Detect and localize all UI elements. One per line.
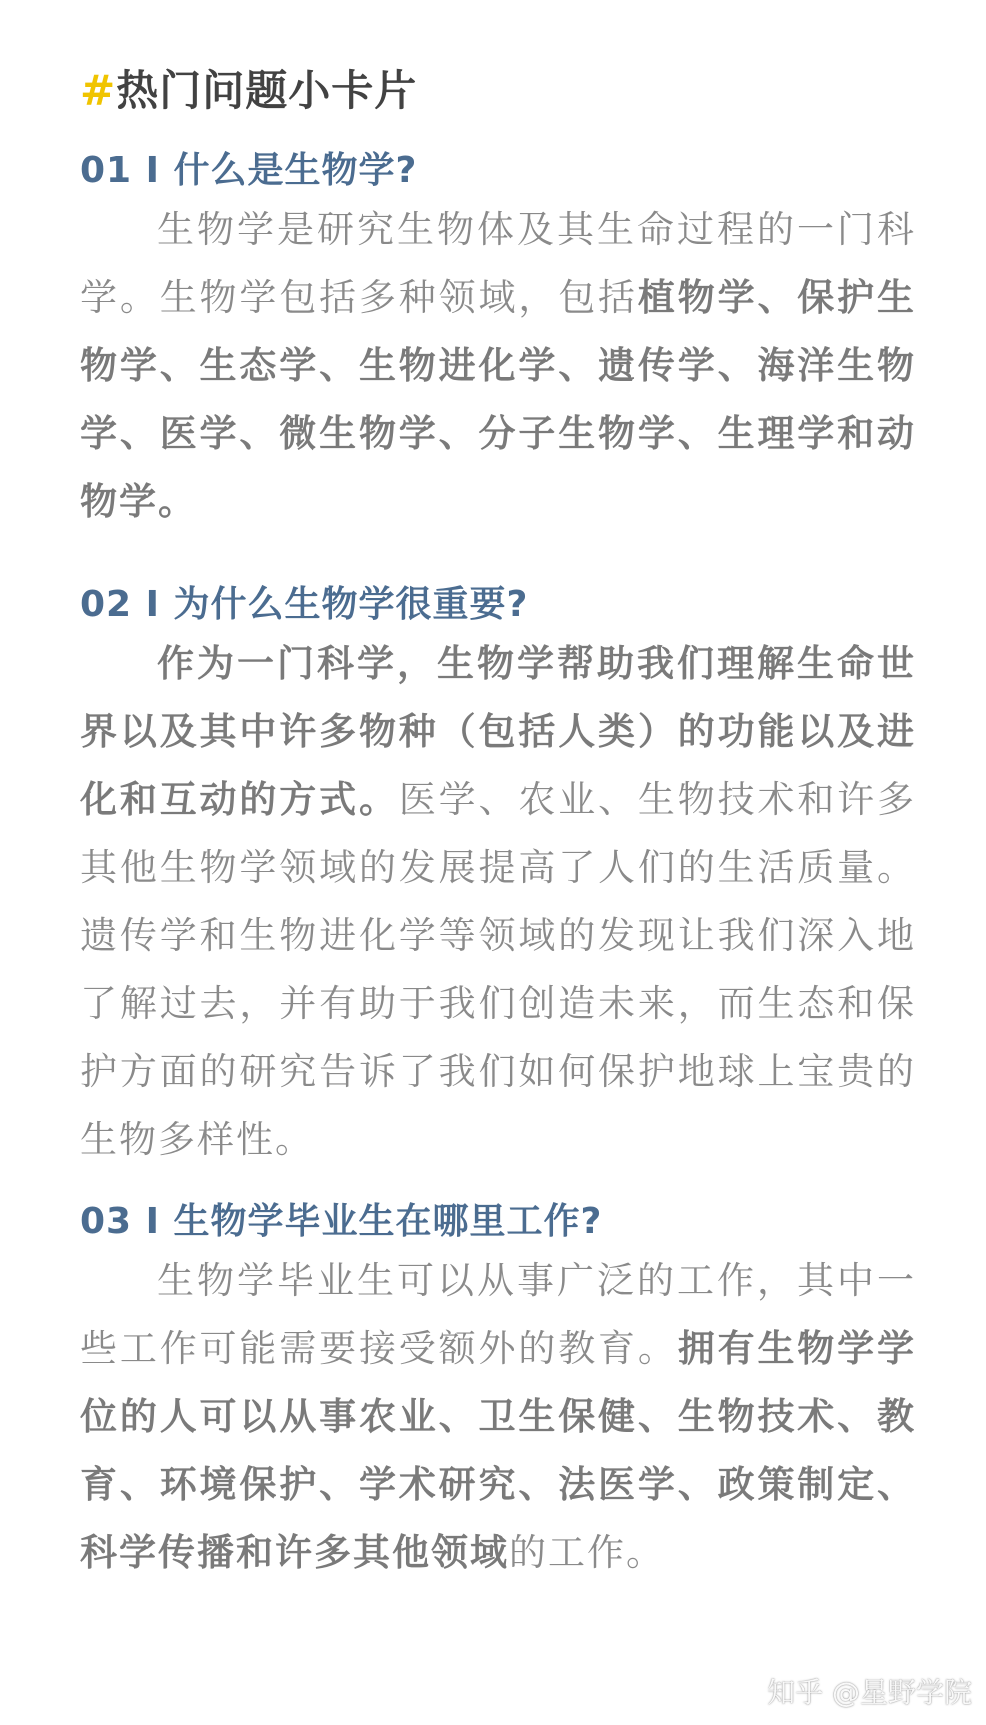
answer-paragraph-03 <box>80 1247 916 1587</box>
answer-text-bold: 作为一门科学，生物学帮助我们理解生命世界以及其中许多物种（包括人类）的功能以及进化和互动的方式。 <box>80 642 916 821</box>
answer-paragraph-01 <box>80 196 916 536</box>
watermark: 知乎 @星野学院 <box>767 1676 972 1709</box>
answer-text: 医学、农业、生物技术和许多其他生物学领域的发展提高了人们的生活质量。遗传学和生物进化学等领域的发现让我们深入地了解过去，并有助于我们创造未来，而生态和保护方面的研究告诉了我们如何保护地球上宝贵的生物多样性。 <box>80 778 917 1161</box>
hashtag-symbol: # <box>80 66 117 115</box>
answer-paragraph-02 <box>80 630 916 1174</box>
answer-text: 生物学毕业生可以从事广泛的工作，其中一些工作可能需要接受额外的教育。 <box>80 1259 916 1370</box>
answer-text-tail: 的工作。 <box>509 1531 665 1574</box>
question-title-03: 03 I 生物学毕业生在哪里工作? <box>80 1201 603 1242</box>
answer-text: 生物学是研究生物体及其生命过程的一门科学。生物学包括多种领域，包括 <box>80 208 916 319</box>
answer-text-bold: 拥有生物学学位的人可以从事农业、卫生保健、生物技术、教育、环境保护、学术研究、法医学、政策制定、科学传播和许多其他领域 <box>80 1327 916 1574</box>
page-title-text: 热门问题小卡片 <box>116 66 418 115</box>
page-title <box>80 58 417 118</box>
question-title-01: 01 I 什么是生物学? <box>80 150 418 191</box>
question-title-02: 02 I 为什么生物学很重要? <box>80 584 529 625</box>
answer-text-bold: 植物学、保护生物学、生态学、生物进化学、遗传学、海洋生物学、医学、微生物学、分子生物学、生理学和动物学。 <box>80 276 917 523</box>
